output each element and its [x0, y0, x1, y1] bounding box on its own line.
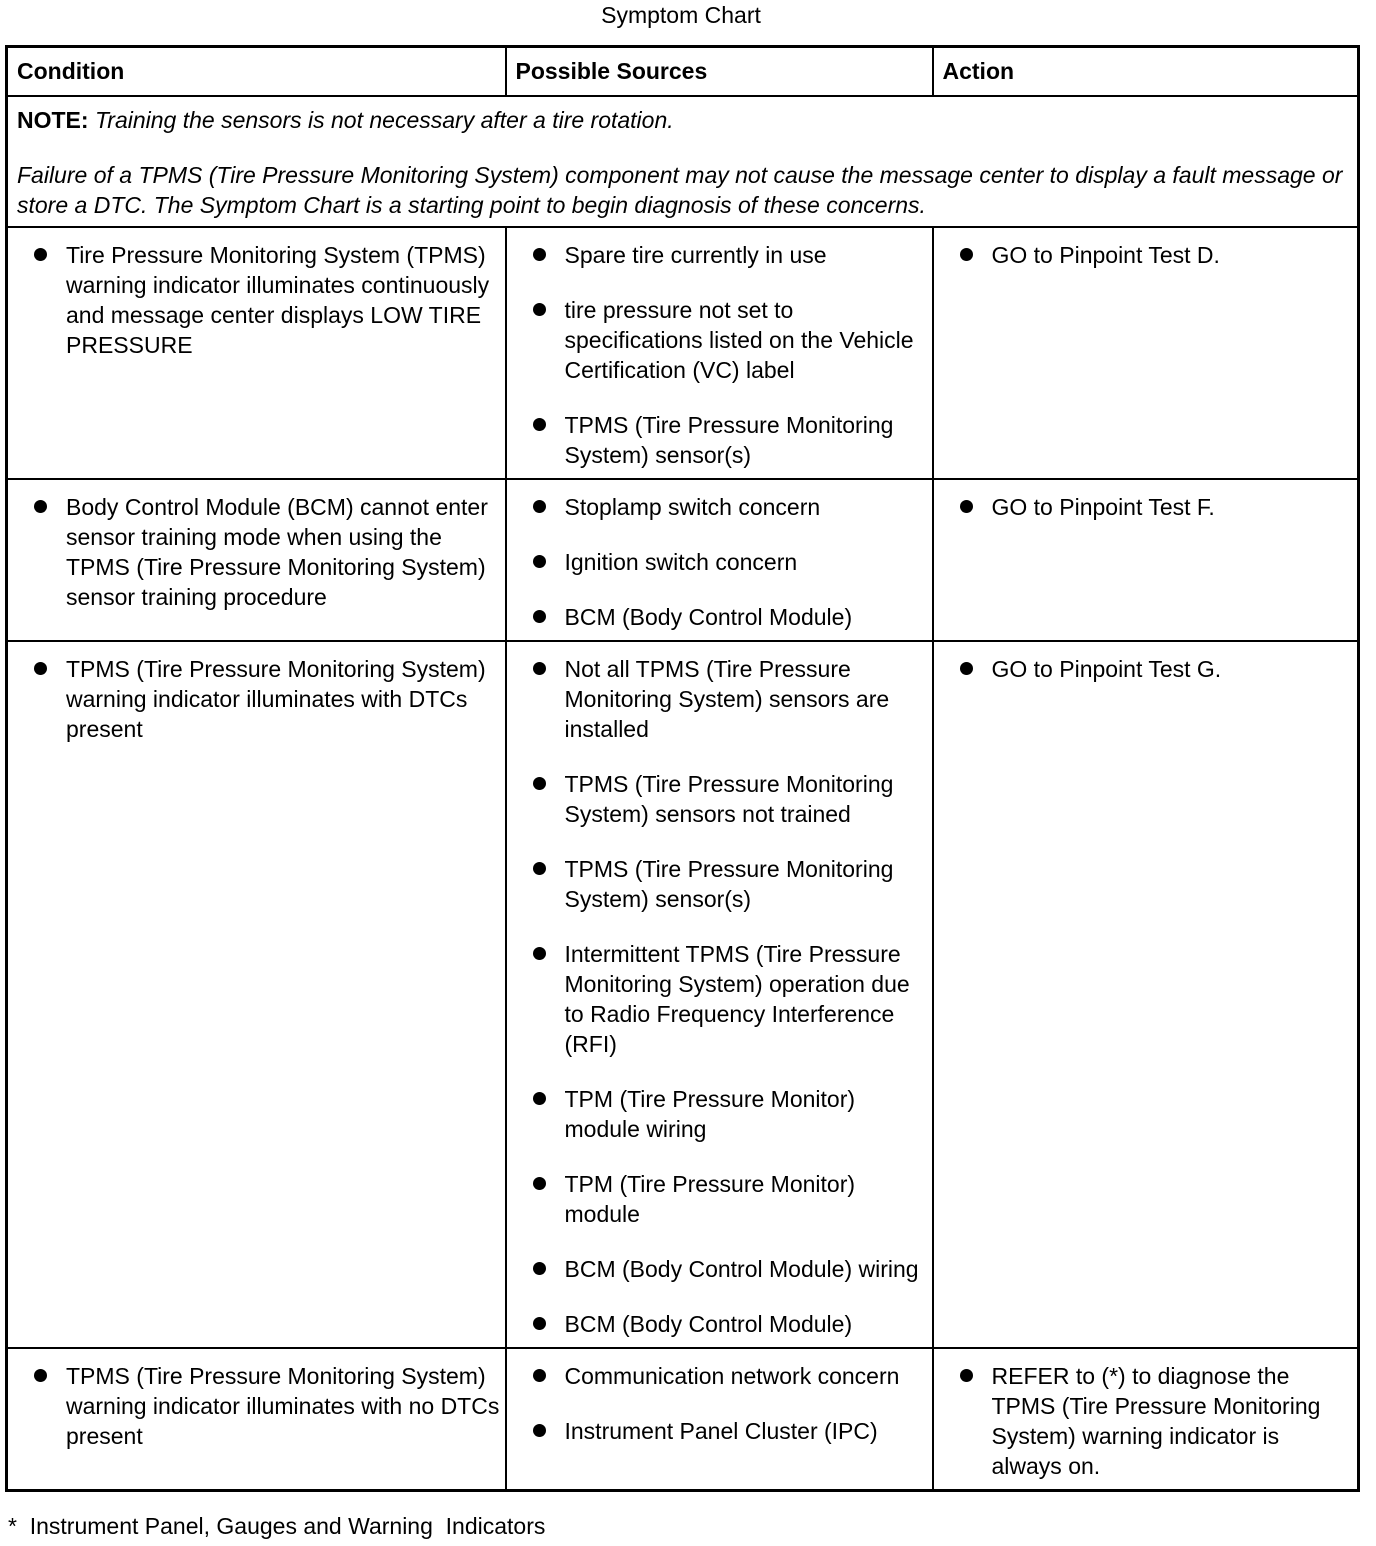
bullet-icon: [960, 662, 973, 675]
action-cell: [933, 1348, 1359, 1491]
condition-text: TPMS (Tire Pressure Monitoring System) warning indicator illuminates with no DTCs present: [66, 1363, 500, 1449]
condition-cell: [7, 227, 506, 479]
list-item: [507, 547, 932, 577]
list-item: [8, 654, 505, 744]
list-item: [507, 1084, 932, 1144]
source-text: Instrument Panel Cluster (IPC): [564, 1418, 878, 1444]
list-item: [507, 295, 932, 385]
source-text: BCM (Body Control Module): [564, 1311, 853, 1337]
list-item: [507, 1309, 932, 1339]
bullet-icon: [34, 500, 47, 513]
list-item: [507, 492, 932, 522]
list-item: [934, 654, 1358, 684]
source-text: TPM (Tire Pressure Monitor) module: [564, 1171, 856, 1227]
list-item: [934, 240, 1358, 270]
list-item: [507, 939, 932, 1059]
source-text: tire pressure not set to specifications listed on the Vehicle Certification (VC) label: [564, 297, 914, 383]
list-item: [507, 1361, 932, 1391]
condition-text: Tire Pressure Monitoring System (TPMS) warning indicator illuminates continuously and message center displays LOW TIRE PRESSURE: [66, 242, 490, 358]
bullet-icon: [533, 418, 546, 431]
source-text: Stoplamp switch concern: [564, 494, 821, 520]
bullet-icon: [960, 248, 973, 261]
list-item: [507, 1254, 932, 1284]
source-text: Spare tire currently in use: [564, 242, 827, 268]
note-row: [7, 96, 1359, 227]
source-text: BCM (Body Control Module): [564, 604, 853, 630]
bullet-icon: [533, 303, 546, 316]
bullet-icon: [533, 777, 546, 790]
bullet-icon: [533, 1092, 546, 1105]
source-text: Communication network concern: [564, 1363, 900, 1389]
bullet-icon: [960, 1369, 973, 1382]
header-row: [7, 47, 1359, 97]
action-text: GO to Pinpoint Test D.: [991, 242, 1220, 268]
table-row: [7, 641, 1359, 1348]
condition-text: Body Control Module (BCM) cannot enter sensor training mode when using the TPMS (Tire Pressure Monitoring System) sensor training procedure: [66, 494, 488, 610]
list-item: [507, 854, 932, 914]
bullet-icon: [533, 1317, 546, 1330]
bullet-icon: [34, 662, 47, 675]
action-text: REFER to (*) to diagnose the TPMS (Tire Pressure Monitoring System) warning indicator is always on.: [991, 1363, 1321, 1479]
header-possible-sources: Possible Sources: [506, 47, 933, 97]
list-item: [507, 769, 932, 829]
condition-cell: [7, 641, 506, 1348]
list-item: [934, 1361, 1358, 1481]
bullet-icon: [533, 662, 546, 675]
bullet-icon: [34, 248, 47, 261]
sources-cell: [506, 1348, 933, 1491]
source-text: TPMS (Tire Pressure Monitoring System) sensors not trained: [564, 771, 894, 827]
note-cell: [7, 96, 1359, 227]
list-item: [507, 410, 932, 470]
bullet-icon: [533, 1369, 546, 1382]
bullet-icon: [533, 1262, 546, 1275]
list-item: [934, 492, 1358, 522]
source-text: Intermittent TPMS (Tire Pressure Monitoring System) operation due to Radio Frequency Interference (RFI): [564, 941, 910, 1057]
note-line-1: [17, 105, 1348, 135]
condition-cell: [7, 1348, 506, 1491]
note-text-2: Failure of a TPMS (Tire Pressure Monitoring System) component may not cause the message center to display a fault message or store a DTC. The Symptom Chart is a starting point to begin diagnosis of these concerns.: [17, 162, 1343, 218]
table-row: [7, 227, 1359, 479]
list-item: [507, 654, 932, 744]
list-item: [8, 1361, 505, 1451]
note-label: NOTE:: [17, 107, 89, 133]
condition-cell: [7, 479, 506, 641]
header-condition: Condition: [7, 47, 506, 97]
bullet-icon: [533, 248, 546, 261]
chart-title: Symptom Chart: [601, 2, 761, 28]
bullet-icon: [533, 500, 546, 513]
source-text: Ignition switch concern: [564, 549, 798, 575]
bullet-icon: [533, 947, 546, 960]
footnote: * Instrument Panel, Gauges and Warning Indicators: [8, 1513, 546, 1539]
action-cell: [933, 641, 1359, 1348]
list-item: [507, 1169, 932, 1229]
list-item: [8, 240, 505, 360]
action-text: GO to Pinpoint Test F.: [991, 494, 1215, 520]
table-row: [7, 1348, 1359, 1491]
sources-cell: [506, 641, 933, 1348]
sources-cell: [506, 479, 933, 641]
header-action: Action: [933, 47, 1359, 97]
symptom-table: [5, 45, 1360, 1492]
bullet-icon: [533, 1424, 546, 1437]
action-text: GO to Pinpoint Test G.: [991, 656, 1222, 682]
list-item: [507, 240, 932, 270]
list-item: [507, 1416, 932, 1446]
action-cell: [933, 227, 1359, 479]
condition-text: TPMS (Tire Pressure Monitoring System) warning indicator illuminates with DTCs present: [66, 656, 486, 742]
bullet-icon: [533, 555, 546, 568]
source-text: TPMS (Tire Pressure Monitoring System) sensor(s): [564, 856, 894, 912]
bullet-icon: [34, 1369, 47, 1382]
source-text: Not all TPMS (Tire Pressure Monitoring System) sensors are installed: [564, 656, 890, 742]
bullet-icon: [533, 610, 546, 623]
list-item: [8, 492, 505, 612]
source-text: TPMS (Tire Pressure Monitoring System) sensor(s): [564, 412, 894, 468]
table-row: [7, 479, 1359, 641]
sources-cell: [506, 227, 933, 479]
action-cell: [933, 479, 1359, 641]
bullet-icon: [533, 1177, 546, 1190]
bullet-icon: [960, 500, 973, 513]
source-text: TPM (Tire Pressure Monitor) module wiring: [564, 1086, 856, 1142]
bullet-icon: [533, 862, 546, 875]
source-text: BCM (Body Control Module) wiring: [564, 1256, 919, 1282]
note-text-1: Training the sensors is not necessary after a tire rotation.: [94, 107, 674, 133]
list-item: [507, 602, 932, 632]
